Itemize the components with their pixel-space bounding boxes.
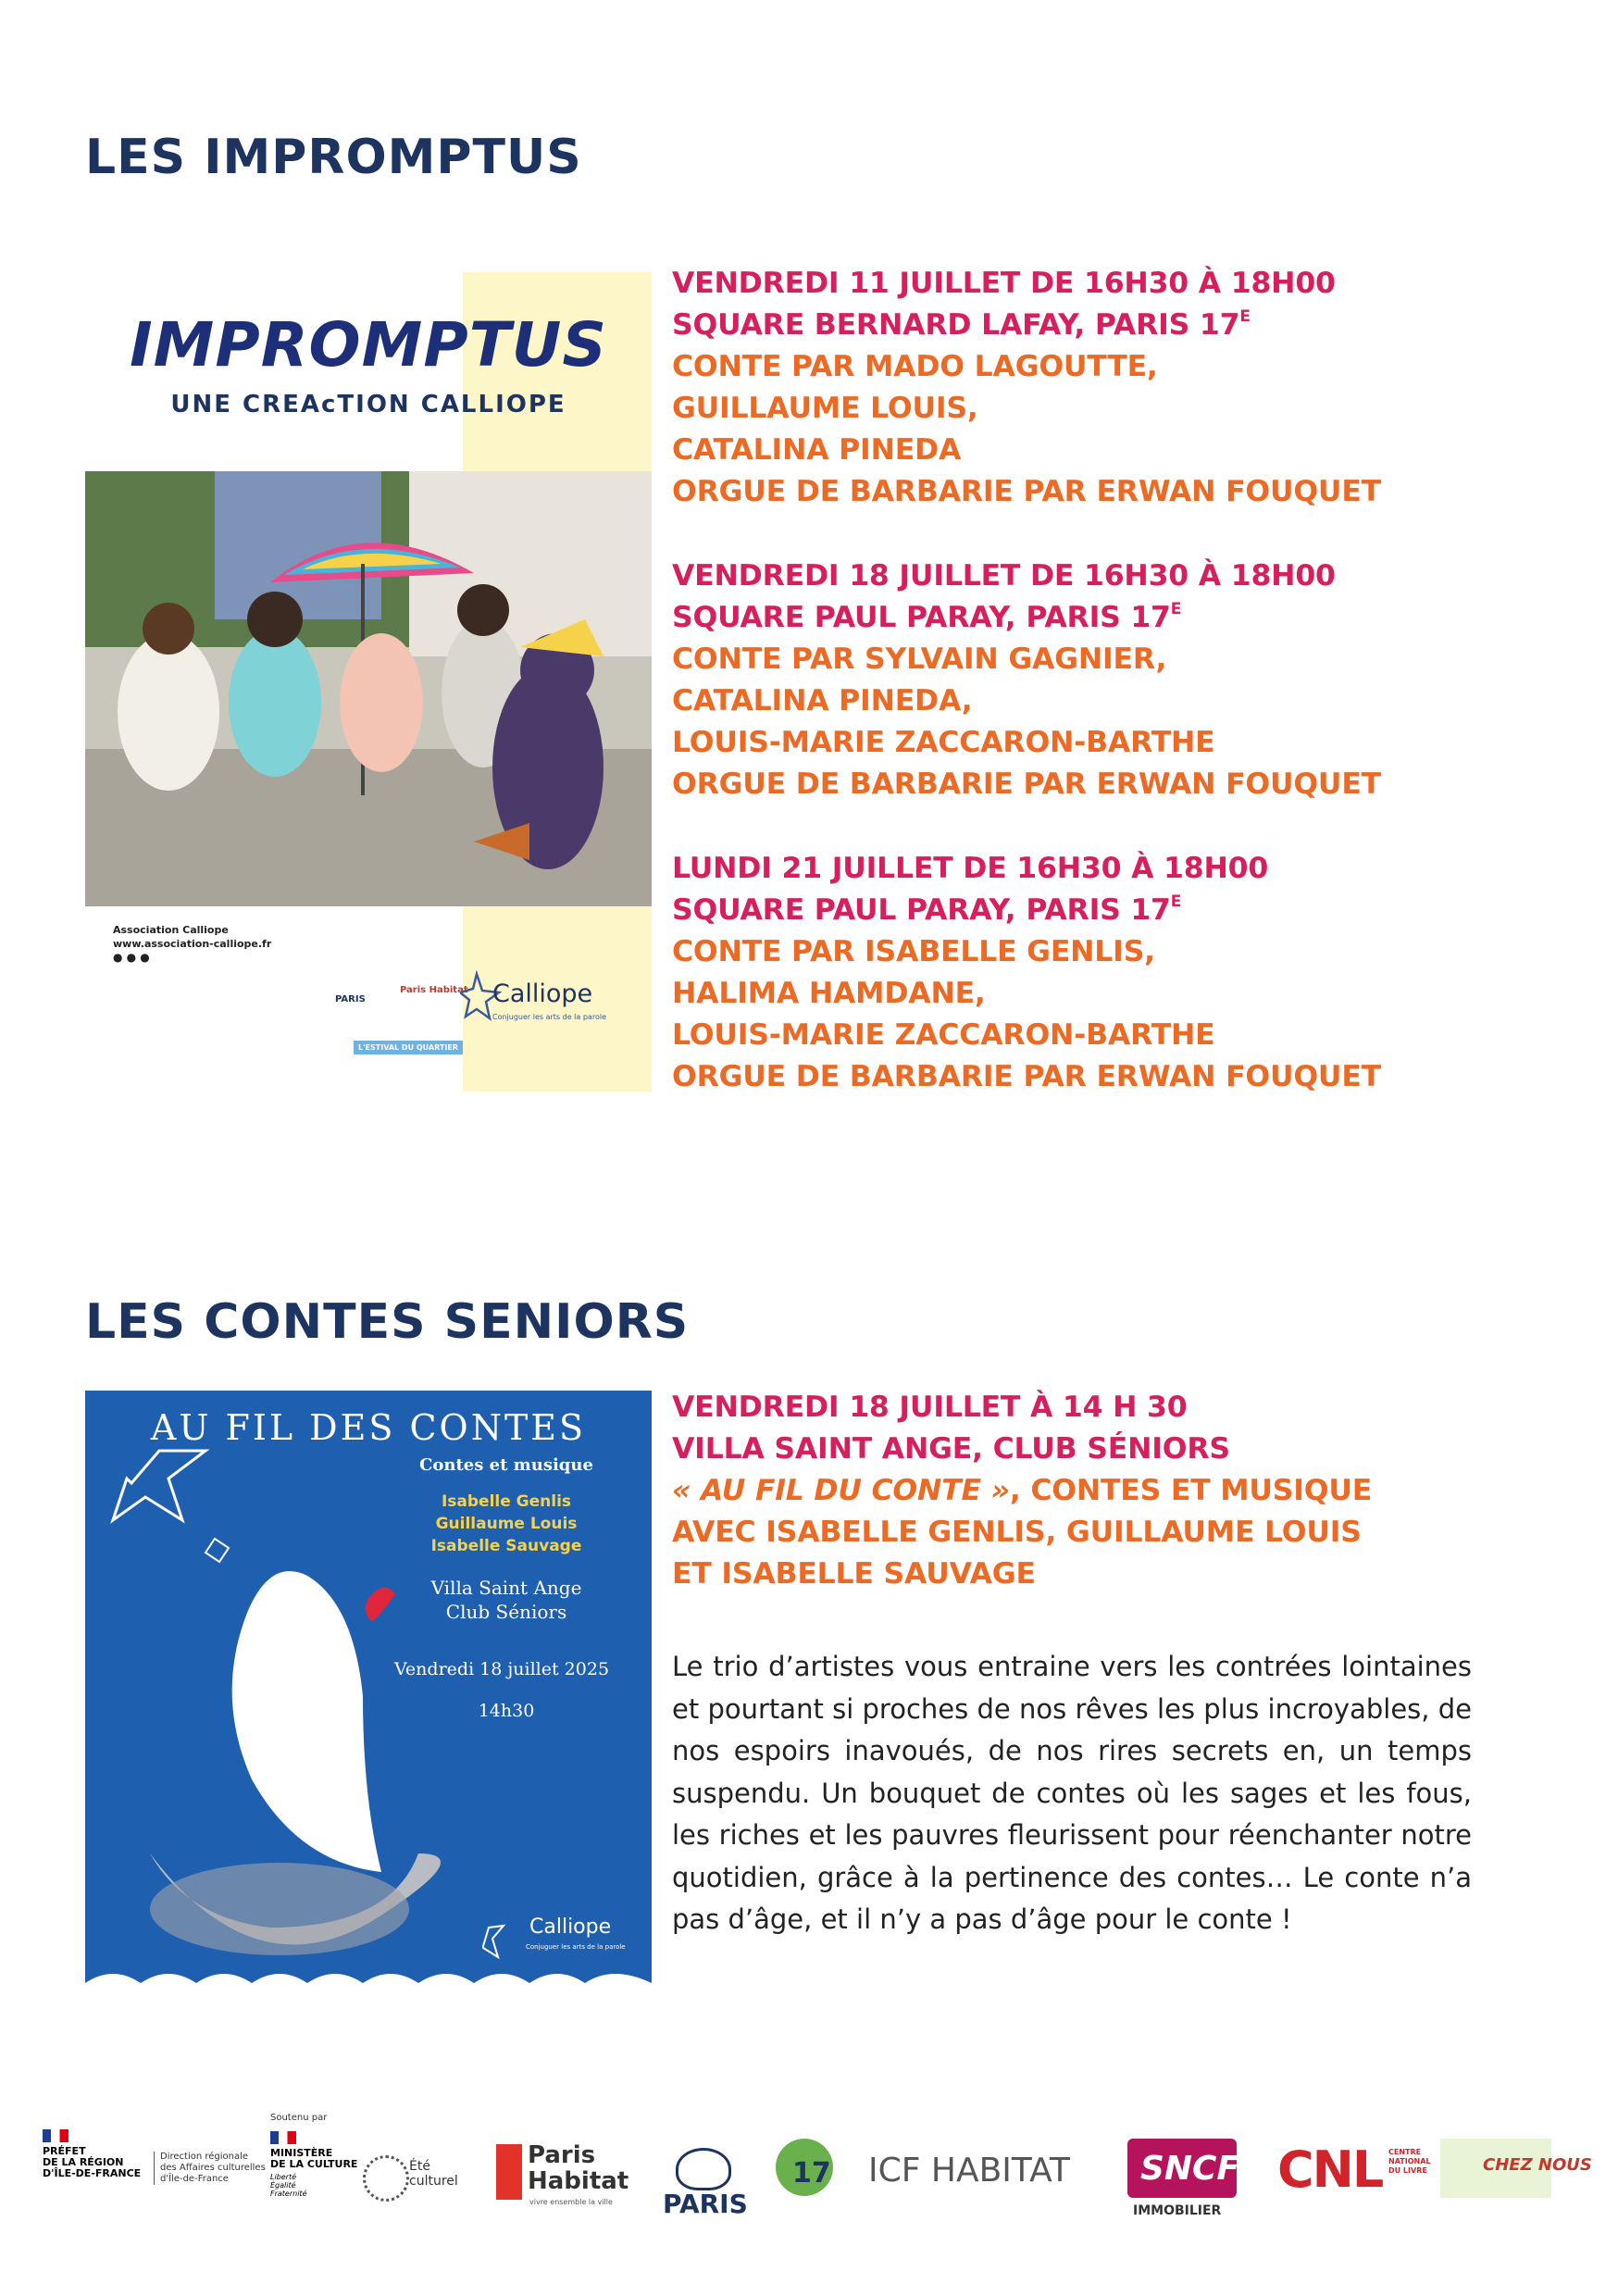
estival-mini-logo: L'ESTIVAL DU QUARTIER — [354, 1041, 463, 1054]
event-performer-line — [672, 639, 1598, 680]
mairie-17-logo: 17 — [792, 2157, 831, 2190]
event-line-text: CONTE PAR ISABELLE GENLIS, — [672, 935, 1155, 968]
poster-brand-subtitle: UNE CREAcTION CALLIOPE — [170, 391, 566, 418]
seniors-artists-cont: ET ISABELLE SAUVAGE — [672, 1557, 1036, 1591]
ministere-line: MINISTÈRE — [270, 2147, 333, 2159]
au-fil-des-contes-poster — [85, 1391, 652, 2025]
event-line-text: CONTE PAR MADO LAGOUTTE, — [672, 350, 1158, 383]
event-performer-line — [672, 722, 1598, 764]
event-venue — [672, 305, 1598, 346]
poster2-artist: Guillaume Louis — [435, 1515, 578, 1533]
ministere-logo — [270, 2131, 363, 2198]
paris-mini-logo: PARIS — [335, 994, 366, 1004]
seniors-artists: AVEC ISABELLE GENLIS, GUILLAUME LOUIS — [672, 1516, 1362, 1549]
event-line-text: CATALINA PINEDA — [672, 433, 962, 467]
event-date — [672, 263, 1598, 305]
drac-line: d'Île-de-France — [160, 2174, 229, 2184]
event-line-text: ORGUE DE BARBARIE PAR ERWAN FOUQUET — [672, 1060, 1381, 1093]
poster2-title: AU FIL DES CONTES — [150, 1407, 587, 1448]
cnl-line: CENTRE — [1388, 2148, 1422, 2156]
event-line-superscript: E — [1239, 307, 1251, 326]
marianne-flag-icon — [270, 2131, 296, 2144]
event-date — [672, 555, 1598, 597]
cnl-logo: CNL — [1277, 2140, 1383, 2199]
calliope-logo-name: Calliope — [492, 980, 593, 1008]
event-performer-line — [672, 680, 1598, 722]
poster2-artist: Isabelle Genlis — [441, 1492, 572, 1511]
event-line-text: CONTE PAR SYLVAIN GAGNIER, — [672, 643, 1167, 676]
paris-habitat-line: Habitat — [528, 2167, 629, 2195]
chez-nous-logo: CHEZ NOUS — [1483, 2155, 1592, 2175]
drac-line: Direction régionale — [160, 2152, 249, 2162]
event-performer-line — [672, 346, 1598, 388]
event-block — [672, 848, 1598, 1098]
association-name: Association Calliope — [113, 924, 229, 936]
paris-ship-icon — [676, 2148, 731, 2190]
event-line-text: HALIMA HAMDANE, — [672, 977, 986, 1010]
drac-logo — [154, 2152, 266, 2185]
event-line-text: VENDREDI 18 JUILLET DE 16H30 À 18H00 — [672, 559, 1336, 593]
event-line-text: SQUARE PAUL PARAY, PARIS 17 — [672, 893, 1171, 927]
prefet-line: DE LA RÉGION — [43, 2156, 124, 2168]
event-performer-line — [672, 764, 1598, 805]
calliope-logo-tagline: Conjuguer les arts de la parole — [492, 1013, 606, 1021]
sncf-logo: SNCF — [1140, 2150, 1240, 2188]
ete-line: Été — [409, 2159, 430, 2174]
event-line-text: ORGUE DE BARBARIE PAR ERWAN FOUQUET — [672, 475, 1381, 508]
poster2-time: 14h30 — [478, 1701, 535, 1721]
poster2-date: Vendredi 18 juillet 2025 — [393, 1659, 610, 1679]
seniors-program-rest: , CONTES ET MUSIQUE — [1009, 1474, 1373, 1507]
marianne-flag-icon — [43, 2129, 68, 2142]
ete-culturel-sun-icon — [363, 2155, 409, 2202]
event-performer-line — [672, 388, 1598, 430]
poster2-subtitle: Contes et musique — [419, 1455, 593, 1475]
seniors-description: Le trio d’artistes vous entraine vers les contrées lointaines et pourtant si proches de nos rêves les plus incroyables, de nos espoirs inavoués, de nos rires secrets en, un temps suspendu. Un bouquet de contes où les sages et les fous, les riches et les pauvres fleurissent pour réenchanter notre quotidien, grâce à la pertinence des contes… Le conte n’a pas d’âge, et il n’y a pas d’âge pour le conte ! — [672, 1651, 1472, 1935]
ete-culturel-logo — [409, 2159, 458, 2189]
children-storytelling-photo — [85, 471, 652, 906]
poster-brand-title: IMPROMPTUS — [130, 309, 607, 381]
seniors-event — [672, 1387, 1598, 1595]
poster2-artist: Isabelle Sauvage — [430, 1537, 582, 1555]
devise-line: Liberté — [270, 2173, 297, 2181]
paris-logo: PARIS — [663, 2189, 748, 2219]
association-contact — [113, 923, 271, 965]
event-line-text: GUILLAUME LOUIS, — [672, 392, 978, 425]
paris-habitat-tagline: vivre ensemble la ville — [529, 2198, 613, 2206]
event-line-text: CATALINA PINEDA, — [672, 684, 973, 718]
event-venue — [672, 597, 1598, 639]
section-title-impromptus: LES IMPROMPTUS — [85, 130, 582, 185]
event-line-text: SQUARE BERNARD LAFAY, PARIS 17 — [672, 308, 1240, 342]
event-line-text: LUNDI 21 JUILLET DE 16H30 À 18H00 — [672, 852, 1269, 885]
poster2-venue-line: Villa Saint Ange — [430, 1577, 582, 1599]
association-url: www.association-calliope.fr — [113, 938, 272, 950]
icf-habitat-logo: ICF HABITAT — [868, 2152, 1070, 2190]
devise-line: Fraternité — [270, 2190, 307, 2198]
event-line-text: SQUARE PAUL PARAY, PARIS 17 — [672, 601, 1171, 634]
paris-habitat-icon — [496, 2144, 522, 2200]
devise-line: Égalité — [270, 2181, 296, 2190]
sncf-immobilier-label: IMMOBILIER — [1133, 2203, 1222, 2218]
event-performer-line — [672, 931, 1598, 973]
event-block — [672, 555, 1598, 805]
seniors-program — [672, 1470, 1598, 1512]
event-performer-line — [672, 973, 1598, 1015]
event-line-text: VENDREDI 11 JUILLET DE 16H30 À 18H00 — [672, 267, 1336, 300]
cnl-subtitle — [1388, 2148, 1430, 2176]
event-venue — [672, 890, 1598, 931]
cnl-line: NATIONAL — [1388, 2157, 1431, 2165]
ete-line: culturel — [409, 2174, 458, 2189]
event-line-text: LOUIS-MARIE ZACCARON-BARTHE — [672, 726, 1215, 759]
event-performer-line — [672, 471, 1598, 513]
impromptus-poster — [85, 272, 652, 1092]
seniors-venue: VILLA SAINT ANGE, CLUB SÉNIORS — [672, 1432, 1230, 1466]
poster2-calliope-tagline: Conjuguer les arts de la parole — [526, 1943, 626, 1951]
prefet-line: PRÉFET — [43, 2145, 86, 2157]
prefet-logo — [43, 2129, 154, 2179]
paris-habitat-line: Paris — [528, 2141, 596, 2169]
section-title-seniors: LES CONTES SENIORS — [85, 1294, 690, 1350]
event-performer-line — [672, 430, 1598, 471]
poster2-calliope-name: Calliope — [529, 1915, 612, 1939]
drac-line: des Affaires culturelles — [160, 2163, 266, 2173]
soutenu-par-label: Soutenu par — [270, 2113, 328, 2123]
event-line-text: LOUIS-MARIE ZACCARON-BARTHE — [672, 1018, 1215, 1052]
poster2-venue-line: Club Séniors — [445, 1601, 567, 1623]
ministere-line: DE LA CULTURE — [270, 2158, 358, 2170]
paris-habitat-logo — [528, 2142, 629, 2194]
event-line-superscript: E — [1170, 892, 1182, 911]
paris-habitat-mini-logo: Paris Habitat — [400, 985, 468, 995]
event-line-text: ORGUE DE BARBARIE PAR ERWAN FOUQUET — [672, 767, 1381, 801]
event-line-superscript: E — [1170, 600, 1182, 618]
seniors-date: VENDREDI 18 JUILLET À 14 H 30 — [672, 1391, 1188, 1424]
event-performer-line — [672, 1056, 1598, 1098]
partner-logos — [0, 2111, 1618, 2222]
social-icons: ● ● ● — [113, 951, 150, 964]
prefet-line: D'ÎLE-DE-FRANCE — [43, 2167, 142, 2179]
event-date — [672, 848, 1598, 890]
cnl-line: DU LIVRE — [1388, 2166, 1427, 2175]
seniors-program-title: « AU FIL DU CONTE » — [672, 1474, 1010, 1507]
event-performer-line — [672, 1015, 1598, 1056]
event-block — [672, 263, 1598, 513]
